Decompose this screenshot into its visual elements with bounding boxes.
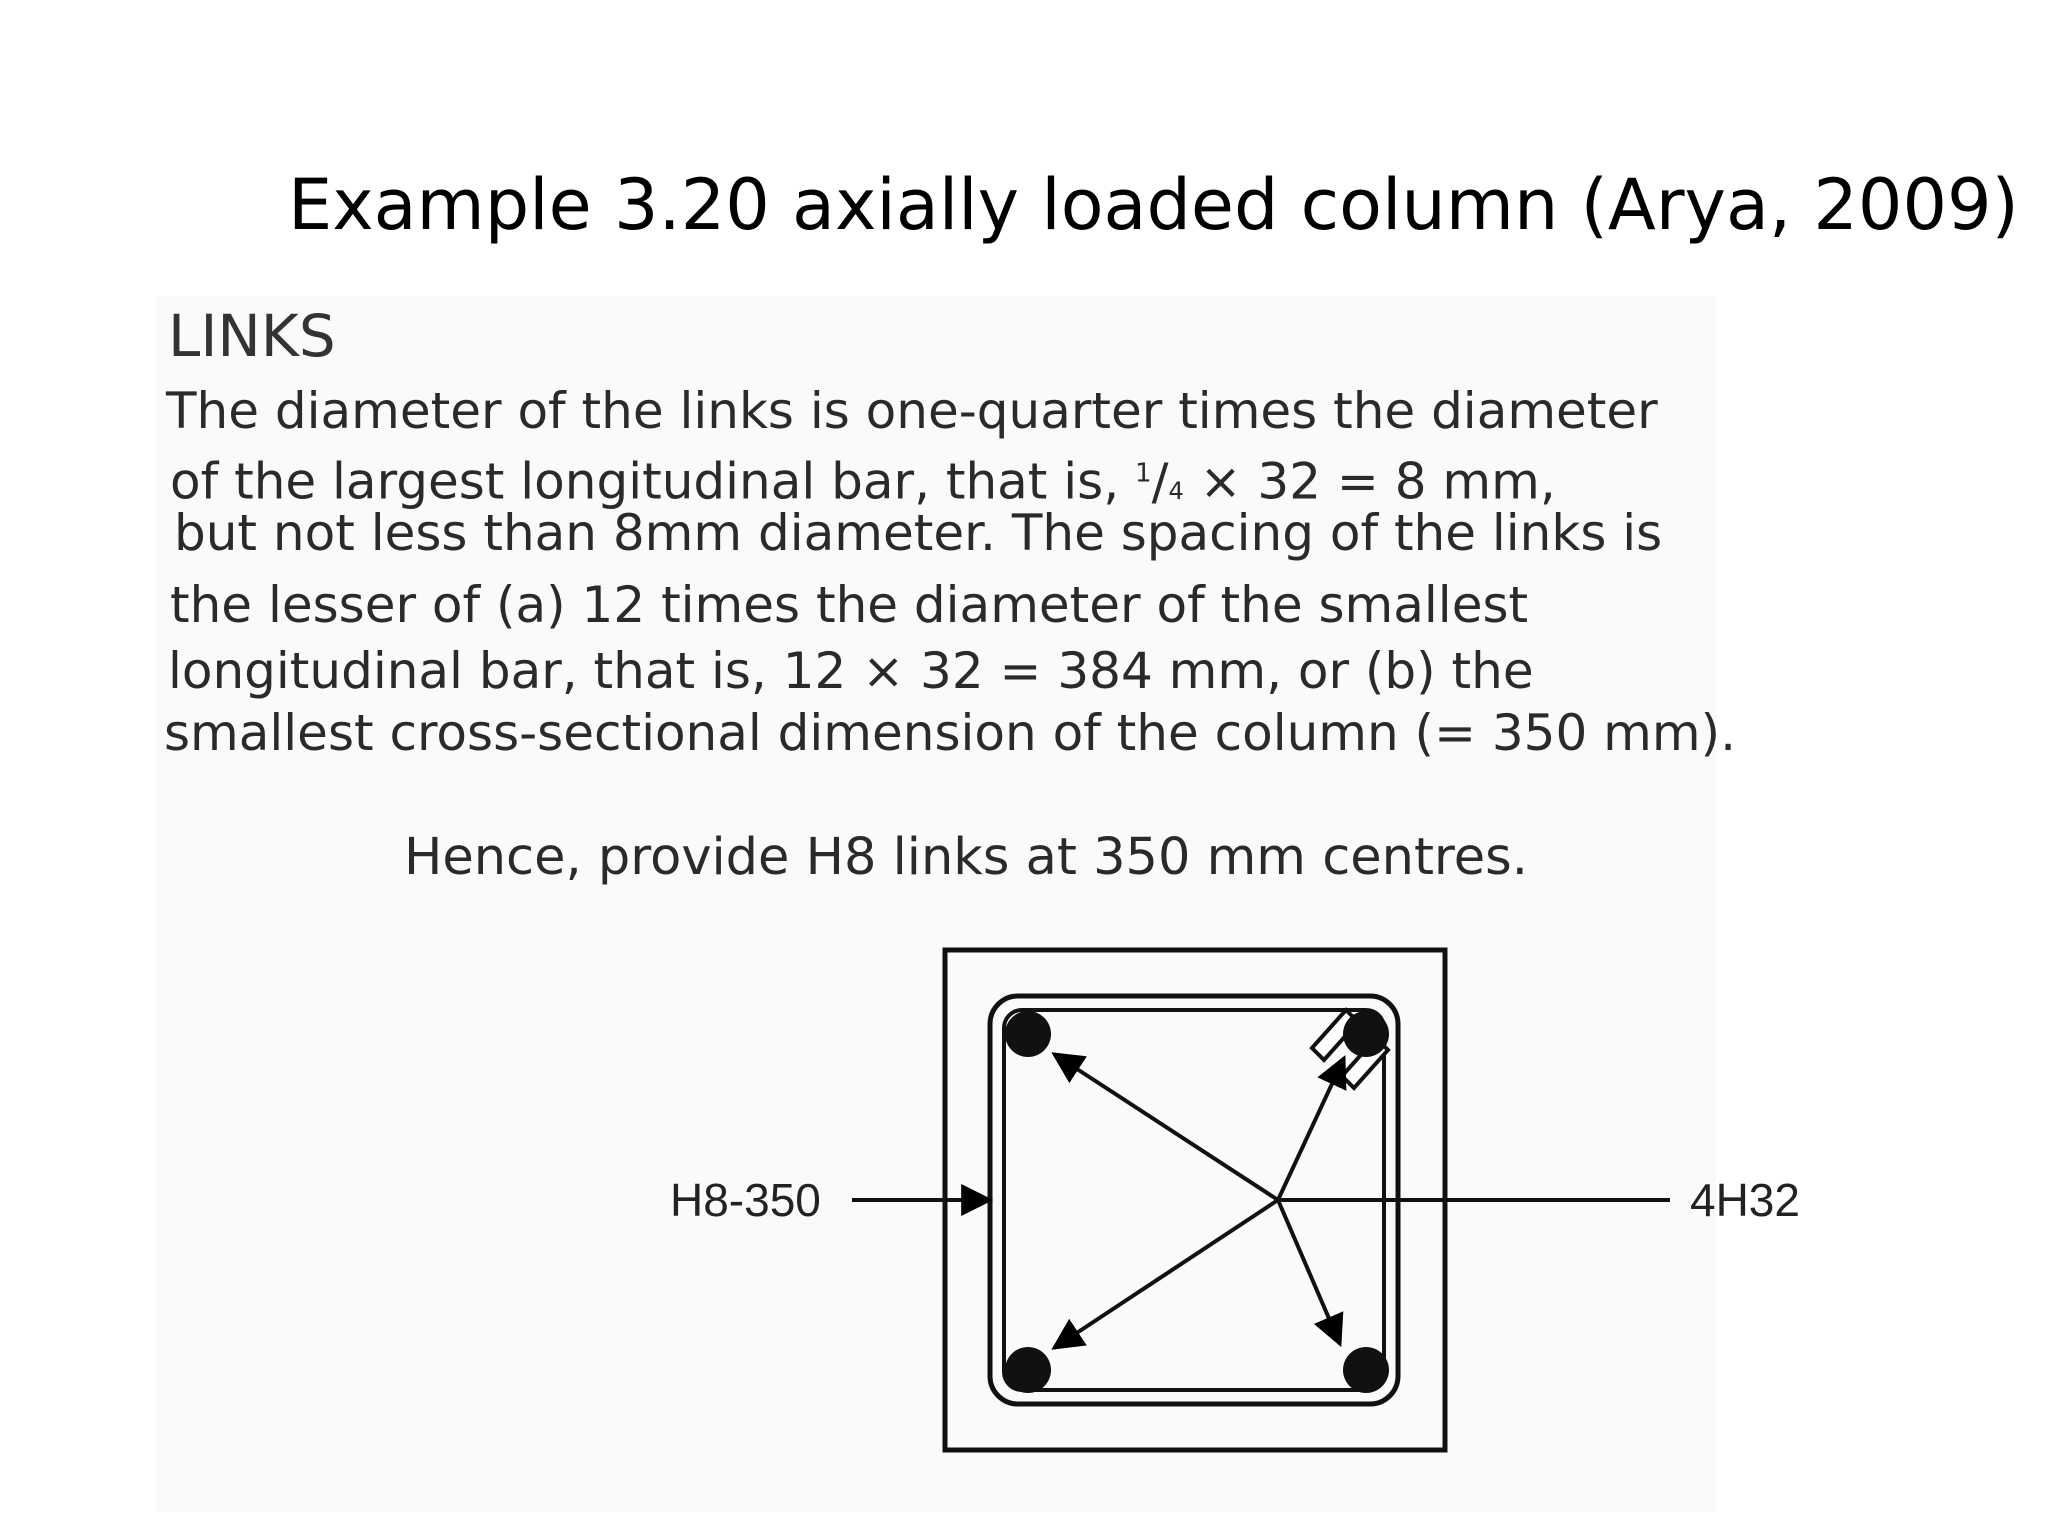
paragraph-line-2-text: of the largest longitudinal bar, that is, <box>170 452 1120 511</box>
slide-title: Example 3.20 axially loaded column (Arya, 2009) <box>288 164 2019 246</box>
paragraph-line-2-equation: × 32 = 8 mm, <box>1199 452 1556 511</box>
links-heading: LINKS <box>168 302 336 370</box>
longitudinal-bar-top-left <box>1005 1011 1051 1057</box>
fraction-denominator: 4 <box>1168 476 1184 505</box>
longitudinal-bar-top-right <box>1343 1011 1389 1057</box>
longitudinal-bar-bottom-right <box>1343 1347 1389 1393</box>
longitudinal-bar-bottom-left <box>1005 1347 1051 1393</box>
links-label: H8-350 <box>670 1174 821 1226</box>
conclusion-text: Hence, provide H8 links at 350 mm centres. <box>404 828 1528 887</box>
fraction-numerator: 1 <box>1135 458 1152 488</box>
bars-label: 4H32 <box>1690 1174 1800 1226</box>
paragraph-line-6: smallest cross-sectional dimension of the column (= 350 mm). <box>164 704 1736 762</box>
paragraph-line-1: The diameter of the links is one-quarter times the diameter <box>166 382 1658 440</box>
column-cross-section-diagram <box>640 930 1840 1470</box>
paragraph-line-3: but not less than 8mm diameter. The spacing of the links is <box>174 504 1663 562</box>
paragraph-line-5: longitudinal bar, that is, 12 × 32 = 384 mm, or (b) the <box>168 642 1534 700</box>
paragraph-line-4: the lesser of (a) 12 times the diameter of the smallest <box>170 576 1529 634</box>
fraction-one-quarter: $^1$/4 <box>1135 452 1184 511</box>
bar-leader-lines <box>1054 1054 1670 1348</box>
